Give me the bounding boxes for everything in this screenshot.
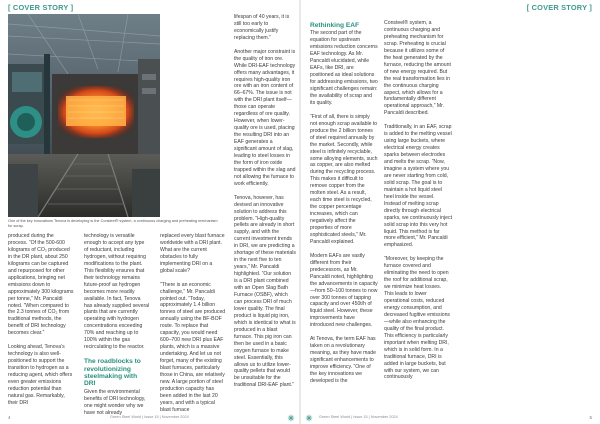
left-column-1 (8, 233, 74, 414)
footer-text: Green Steel World | Issue 15 | November 2024 (110, 415, 189, 419)
paragraph: “There is an economic challenge,” Mr. Pancaldi pointed out. “Today, approximately 1.4 billion tonnes of steel are produced annually using the BF-BOF route. To replace that capacity, you would need 600–700 new DRI plus EAF plants, which is a massive undertaking. And let us not forget, many of the existing blast furnaces, particularly those in China, are relatively new. A large portion of steel production capacity has been added in the last 20 years, and with a typical blast furnace (160, 281, 226, 413)
page-number: 5 (589, 415, 592, 420)
section-heading: The roadblocks to revolutionizing steelmaking with DRI (84, 358, 141, 388)
paragraph: Given the environmental benefits of DRI technology, one might wonder why we have not already (84, 388, 146, 416)
right-column-2 (384, 20, 452, 388)
paragraph: Tenova, however, has devised an innovative solution to address this problem. “High-quality pellets are already in short supply, and with the current investment trends in DRI, we are predicting a shortage of these materials in the next five to ten years,” Mr. Pancaldi highlighted. “Our solution is a DRI plant combined with an Open Slag Bath Furnace (OSBF), which can process DRI of much lower quality. The final product is liquid pig iron, which is identical to what is produced in a blast furnace. This pig iron can then be used in a basic oxygen furnace to make steel. Essentially, this allows us to utilize lower-quality pellets that would be unsuitable for the traditional DRI-EAF plant.” (234, 194, 297, 389)
paragraph: produced during the process. “Of the 500-600 kilograms of CO₂ produced in the DR plant, about 250 kilograms can be captured and repurposed for other applications, bringing net emissions down to approximately 300 kilograms per tonne,” Mr. Pancaldi noted. “When compared to the 2.3 tonnes of CO₂ from traditional methods, the benefit of DRI technology becomes clear.” (8, 233, 74, 337)
paragraph: Looking ahead, Tenova’s technology is also well-positioned to support the transition to hydrogen as a reducing agent, which offers even greater emissions reduction potential than natural gas. Remarkably, their DRI (8, 344, 73, 406)
paragraph: lifespan of 40 years, it is still too early to economically justify replacing them.” (234, 14, 290, 41)
right-page (301, 0, 600, 424)
paragraph: The second part of the equation for upstream emissions reduction concerns EAF technology. As Mr. Pancaldi elucidated, while EAFs, like DRI, are positioned as ideal solutions for addressing emissions, two significant challenges remain: the availability of scrap and its quality. (310, 30, 378, 106)
paragraph: technology is versatile enough to accept any type of reductant, including hydrogen, without requiring modifications to the plant. This flexibility ensures that their technology remains future-proof as hydrogen becomes more readily available. In fact, Tenova has already supplied several plants that are currently operating with hydrogen concentrations exceeding 70% and reaching up to 100% within the gas recirculating to the reactor. (84, 233, 150, 351)
left-column-2 (84, 233, 150, 423)
right-column-1 (310, 22, 378, 392)
publication-logo-icon (287, 414, 295, 422)
left-page (0, 0, 299, 424)
page-number: 4 (8, 415, 11, 420)
section-tag: [ COVER STORY ] (526, 3, 592, 12)
footer-text: Green Steel World | Issue 15 | November 2024 (319, 415, 398, 419)
paragraph: “Moreover, by keeping the furnace covered and eliminating the need to open the roof for additional scrap, we minimize heat losses. This leads to lower operational costs, reduced energy consumption, and decreased fugitive emissions—while also enhancing the quality of the final product. This efficiency is particularly important when melting DRI, which is in solid form. In a traditional furnace, DRI is added in large buckets, but with our system, we can continuously (384, 256, 451, 381)
paragraph: Traditionally, in an EAF, scrap is added to the melting vessel using large buckets, where electrical energy creates sparks between electrodes and melts the scrap. “Now, imagine a system where you are never starting from cold, solid scrap. The goal is to maintain a hot liquid steel heel inside the vessel. Instead of melting scrap directly through electrical sparks, we continuously inject solid scrap into this very hot liquid. This method is far more efficient,” Mr. Pancaldi emphasized. (384, 124, 453, 249)
section-tag: [ COVER STORY ] (8, 3, 74, 12)
paragraph: Another major constraint is the quality of iron ore. While DRI-EAF technology offers many advantages, it requires high-quality iron ore with an iron content of 66–67%. The issue is not with the DRI plant itself—those can operate regardless of ore quality. However, when lower-quality ore is used, placing the resulting DRI into an EAF generates a significant amount of slag, leading to steel losses in the form of iron oxide trapped within the slag and not allowing the furnace to work efficiently. (234, 48, 296, 187)
paragraph: Consteel® system, a continuous charging and preheating mechanism for scrap. Preheating is crucial because it utilizes some of the heat generated by the furnace, reducing the amount of new energy required. But the real transformation lies in the continuous charging aspect, which allows for a fundamentally different operational approach,” Mr. Pancaldi described. (384, 20, 451, 117)
paragraph: At Tenova, the term EAF has taken on a revolutionary meaning, as they have made significant enhancements to improve efficiency. “One of the key innovations we developed is the (310, 336, 377, 384)
photo-caption: One of the key innovations Tenova is developing is the Consteel® system, a continuous charging and preheating mechanism for scrap. (8, 219, 218, 228)
left-column-3 (160, 233, 226, 421)
furnace-illustration (8, 14, 160, 217)
section-heading: Rethinking EAF (310, 22, 360, 29)
paragraph: Modern EAFs are vastly different from their predecessors, as Mr. Pancaldi noted, highlighting the advancements in capacity—from 50–100 tonnes to now over 300 tonnes of tapping capacity and over 450t/h of liquid steel. However, these improvements have introduced new challenges. (310, 252, 378, 329)
paragraph: replaced every blast furnace worldwide with a DRI plant. What are the current obstacles to fully implementing DRI on a global scale? (160, 233, 225, 274)
steel-plant-photo (8, 14, 160, 217)
left-column-4 (234, 14, 296, 396)
publication-logo-icon (305, 414, 313, 422)
paragraph: “First of all, there is simply not enough scrap available to produce the 2 billion tonnes of steel required annually by the market. Secondly, while steel is infinitely recyclable, some alloying elements, such as copper, are also melted during the recycling process. This makes it difficult to remove copper from the molten steel. As a result, each time steel is recycled, the copper percentage increases, which can negatively affect the properties of more sophisticated steels,” Mr. Pancaldi explained. (310, 113, 378, 245)
